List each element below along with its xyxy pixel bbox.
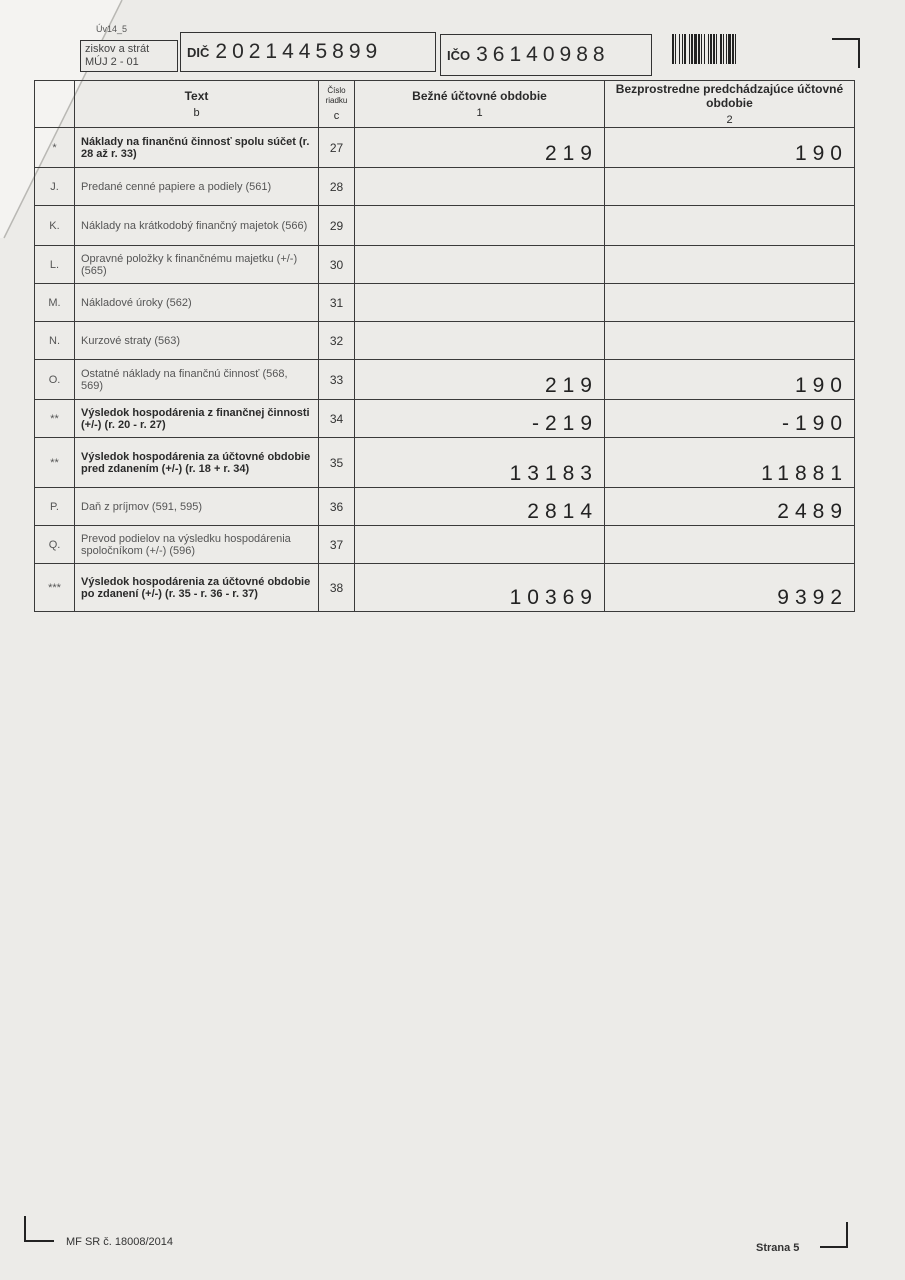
header-current-sub: 1 — [476, 107, 483, 119]
barcode-icon — [672, 34, 806, 64]
table-row — [35, 168, 855, 206]
corner-mark-bottom-left — [24, 1216, 54, 1242]
ico-value: 36140988 — [476, 43, 610, 66]
row-text: Kurzové straty (563) — [75, 322, 319, 360]
dic-field — [180, 32, 436, 72]
row-value-current: 10369 — [355, 564, 605, 612]
row-text: Ostatné náklady na finančnú činnosť (568, 569) — [75, 360, 319, 400]
header-previous — [605, 81, 855, 128]
header-rownum — [319, 81, 355, 128]
table-row — [35, 400, 855, 438]
header-previous-sub: 2 — [726, 114, 733, 126]
dic-label: DIČ — [187, 44, 210, 60]
header-rownum-label: Číslo riadku — [325, 86, 348, 105]
header-current — [355, 81, 605, 128]
table-row — [35, 488, 855, 526]
header-text-sub: b — [193, 107, 200, 119]
row-text: Výsledok hospodárenia z finančnej činnosti (+/-) (r. 20 - r. 27) — [75, 400, 319, 438]
header-text — [75, 81, 319, 128]
row-value-current — [355, 206, 605, 246]
row-text: Výsledok hospodárenia za účtovné obdobie po zdanení (+/-) (r. 35 - r. 36 - r. 37) — [75, 564, 319, 612]
row-value-current — [355, 246, 605, 284]
row-value-previous: 2489 — [605, 488, 855, 526]
row-number: 33 — [319, 360, 355, 400]
row-value-previous — [605, 246, 855, 284]
row-number: 32 — [319, 322, 355, 360]
row-value-previous — [605, 284, 855, 322]
row-text: Výsledok hospodárenia za účtovné obdobie pred zdanením (+/-) (r. 18 + r. 34) — [75, 438, 319, 488]
row-number: 34 — [319, 400, 355, 438]
ico-field — [440, 34, 652, 76]
header-current-label: Bežné účtovné obdobie — [412, 89, 547, 103]
row-value-previous: -190 — [605, 400, 855, 438]
row-text: Daň z príjmov (591, 595) — [75, 488, 319, 526]
row-value-current: 219 — [355, 128, 605, 168]
row-number: 27 — [319, 128, 355, 168]
row-text: Náklady na finančnú činnosť spolu súčet (r. 28 až r. 33) — [75, 128, 319, 168]
table-header-row — [35, 81, 855, 128]
row-number: 36 — [319, 488, 355, 526]
table-row — [35, 206, 855, 246]
form-code: Úv14_5 — [96, 24, 128, 34]
row-value-current — [355, 284, 605, 322]
table-row — [35, 438, 855, 488]
row-mark: * — [35, 128, 75, 168]
form-name-line2: MÚJ 2 - 01 — [85, 56, 139, 68]
row-number: 28 — [319, 168, 355, 206]
row-value-current: 2814 — [355, 488, 605, 526]
row-value-previous: 190 — [605, 128, 855, 168]
row-value-previous: 9392 — [605, 564, 855, 612]
row-text: Opravné položky k finančnému majetku (+/-) (565) — [75, 246, 319, 284]
row-mark: P. — [35, 488, 75, 526]
row-value-previous — [605, 168, 855, 206]
row-mark: ** — [35, 400, 75, 438]
footer-regulation: MF SR č. 18008/2014 — [66, 1236, 174, 1248]
row-number: 38 — [319, 564, 355, 612]
table-row — [35, 322, 855, 360]
row-value-previous — [605, 322, 855, 360]
row-value-current — [355, 168, 605, 206]
row-mark: K. — [35, 206, 75, 246]
row-value-current: 13183 — [355, 438, 605, 488]
page-number: Strana 5 — [756, 1242, 800, 1254]
ico-label: IČO — [447, 47, 471, 63]
form-name-line1: ziskov a strát — [85, 43, 150, 55]
row-number: 30 — [319, 246, 355, 284]
table-row — [35, 360, 855, 400]
header-mark — [35, 81, 75, 128]
row-value-current — [355, 322, 605, 360]
row-number: 31 — [319, 284, 355, 322]
row-text: Prevod podielov na výsledku hospodárenia spoločníkom (+/-) (596) — [75, 526, 319, 564]
row-value-previous — [605, 206, 855, 246]
row-value-current: -219 — [355, 400, 605, 438]
table-row — [35, 284, 855, 322]
row-mark: J. — [35, 168, 75, 206]
row-value-previous: 190 — [605, 360, 855, 400]
row-value-current: 219 — [355, 360, 605, 400]
row-text: Nákladové úroky (562) — [75, 284, 319, 322]
row-mark: M. — [35, 284, 75, 322]
financial-table — [34, 80, 855, 612]
table-row — [35, 564, 855, 612]
row-text: Predané cenné papiere a podiely (561) — [75, 168, 319, 206]
header-previous-label: Bezprostredne predchádzajúce účtovné obdobie — [615, 82, 844, 110]
dic-value: 2021445899 — [215, 40, 383, 63]
header-text-label: Text — [184, 89, 209, 103]
row-value-previous: 11881 — [605, 438, 855, 488]
row-mark: *** — [35, 564, 75, 612]
row-text: Náklady na krátkodobý finančný majetok (566) — [75, 206, 319, 246]
table-row — [35, 246, 855, 284]
row-mark: Q. — [35, 526, 75, 564]
table-row — [35, 526, 855, 564]
row-mark: ** — [35, 438, 75, 488]
row-mark: N. — [35, 322, 75, 360]
row-mark: L. — [35, 246, 75, 284]
form-name-box — [80, 40, 178, 72]
row-value-current — [355, 526, 605, 564]
table-row — [35, 128, 855, 168]
corner-mark-top-right — [832, 38, 860, 68]
row-number: 37 — [319, 526, 355, 564]
header-rownum-sub: c — [333, 110, 340, 122]
corner-mark-bottom-right — [820, 1222, 848, 1248]
row-number: 29 — [319, 206, 355, 246]
row-value-previous — [605, 526, 855, 564]
row-number: 35 — [319, 438, 355, 488]
row-mark: O. — [35, 360, 75, 400]
